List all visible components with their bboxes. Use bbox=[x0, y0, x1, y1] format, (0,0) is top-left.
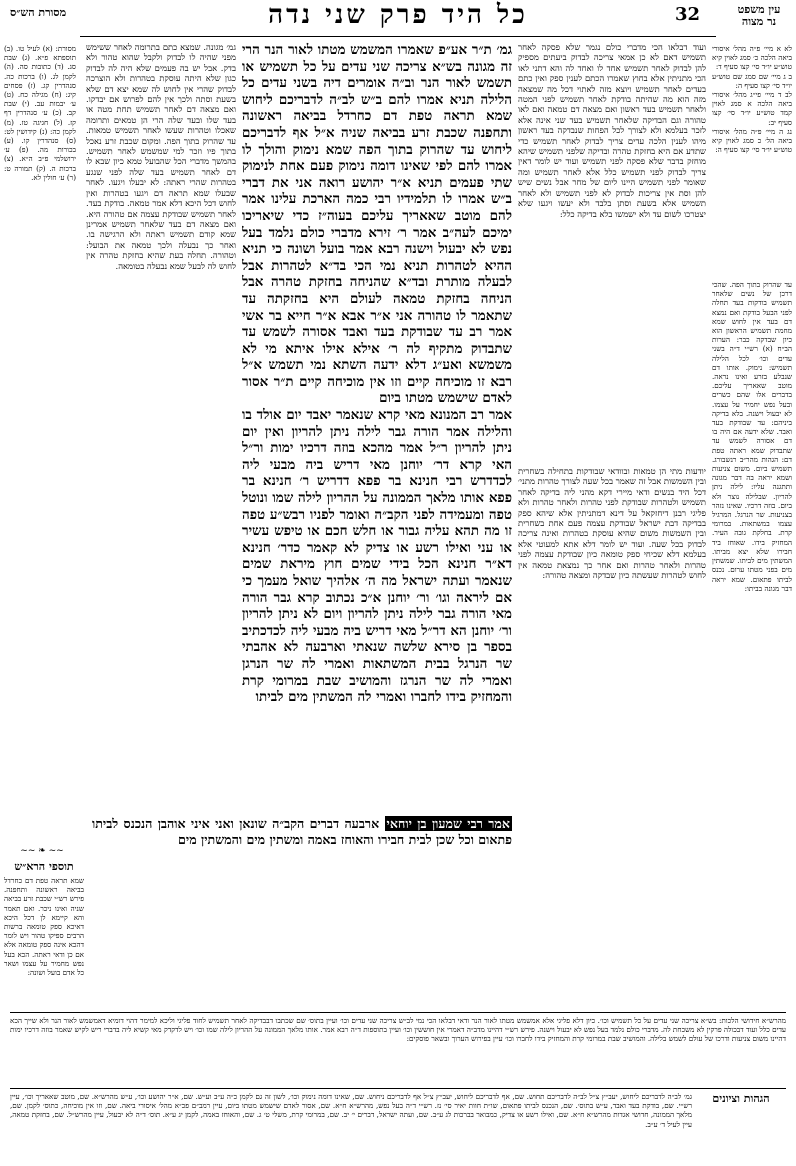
tosafot-harash-title: תוספי הרא״ש bbox=[14, 860, 74, 873]
margin-label-right: עין משפט נר מצוה bbox=[737, 3, 781, 28]
bottom-commentary: מהרש״א חידושי הלכות: בש״א צריכה שני עדים על כל תשמיש וכו׳. כיון דלא פליגי אלא אמשמש מטתו לאור הנר ודאי דבלאו הכי נמי לב״ש צריכה שני עדים וכו׳ ועיין בתוס׳ שם שכתבו דבבדיקה לאחר תשמיש לחוד פליגי וליכא למימר דהוי דומיא דאמשמש לאור הנר ולא שייך הכא עדים כלל ועוד דבכולה פרקין לא משכחת לה. מדברי כולם נלמד בעל נפש לא יבעול וישנה. פירש רש״י דהיינו מדב״ה דאמרי אין חוששין וכו׳ ועיין בתוספות ד״ה רבא אמר. אותו מלאך הממונה על ההריון לילה שמו וכו׳ ויש לדקדק מאי קשיא ליה בדברי ריש לקיש שאמר בוזה דרכיו ימות דהיינו משום צניעות ודרכו של עולם לשמש בלילה. והמושיב שבת במרומי קרת והמחזיק בידו לחברו וכו׳ עיין בפירוש הערוך ובשאר פוסקים: bbox=[10, 1016, 786, 1044]
ein-mishpat-entry: לא א מיי׳ פ״ה מהל׳ איסורי ביאה הלכה כ׳ סמג לאוין קיא טוש״ע יו״ד סי׳ קצו סעיף ד: bbox=[712, 44, 792, 72]
right-margin-notes: עד שהרוק בתוך הפה. שהכי דרכן של נשים שלאחר תשמיש בודקות בעד תחלה לפני הבעל בודקת ואם נמצא דם בעד אין לחוש שמא מחמת תשמיש הראשון הוא כיון שבדקה כבר: הערות הב״ח (א) רש״י ד״ה בשני עדים וכו׳ לכל הלילה תשמיש: נימוק. אותו דם שנבלע בזרע ואינו נראה. מוטב שאאריך עליכם. בדברים אלו שהם כשרים ובעל נפש יחמיר על עצמו. לא יבעול וישנה. בלא בדיקה ביניהם: עד שבודקת בעד ואבד. שלא ידעה אם היה בו דם אסורה לשמש עד שתבדוק שמא ראתה טפת דם: הגהות מהר״ב רנשבורג. תשמיש ביום. משום צניעות ושמא יראה בה דבר מגונה ותתגנה עליו: לילה ניתן להריון. שבלילה נוצר ולא ביום. בוזה דרכיו. שאינו נזהר בצניעות. שר הנרגל. המרגיל עצמו במשתאות. במרומי קרת. בחלקת גובה העיר. המחזיק בידו. שאוחז ביד חבירו שלא יצא מביתו. המשתין מים לביתו. שמשתין מים בפני מטתו ערום. נכנס לביתו פתאום. שמא יראה דבר מגונה בביתו: bbox=[712, 280, 792, 593]
ein-mishpat-entry: ב ג מיי׳ שם סמג שם טוש״ע יו״ד סי׳ קצו סעיף ה: bbox=[712, 71, 792, 90]
hagahot-rule bbox=[10, 1088, 786, 1089]
hagahot-title: הגהות וציונים bbox=[712, 1092, 770, 1105]
hagahot-text: גמ׳ לב״ה לדבריכם ליחוש, יעב״ץ צ״ל לב״ה לדבריכם תחוש. שם, אף לדבריכם ליחוש, יעב״ץ צ״ל אף לדבריכם ניחוש. שם, שאינו דומה נימוק וכו׳, לשון זה גם לקמן כ״ה ע״ב וע״ש. שם, א״ר יהושע וכו׳, ע״ש מהרש״א. שם, מוטב שאאריך וכו׳, עיין רש״י. שם, בודקת בעד ואבד, ע״ש בתוס׳. שם, הנכנס לביתו פתאום, שו״ת חוות יאיר סי׳ נז. רש״י ד״ה בעל נפש, מהרש״א ח״א. שם, אסור לאדם שישמש מטתו ביום, עיין רמב״ם פכ״א מהל׳ איסורי ביאה. שם, וזו אין מוכיחה, כתוס׳ לקמן. שם, מלאך הממונה, חדושי אגדות מהרש״א ח״א. שם, ואילו רשע או צדיק, כמבואר בברכות לג ע״ב. שם, ועתה ישראל, דברים י׳ יב. שם, במרומי קרת, משלי ט׳ ג. שם, והאוחז באמה, לקמן יג ע״א. תוס׳ ד״ה לא יבעול, עיין מהרש״ל. שם, בחזקת טמאה, עיין לעיל ד׳ ע״ב. bbox=[10, 1092, 692, 1129]
ornament-divider: ~~ ❧ ~~ bbox=[20, 846, 64, 856]
page-title: כל היד פרק שני נדה bbox=[268, 0, 528, 30]
header-rule bbox=[80, 36, 716, 37]
bottom-rule bbox=[10, 1012, 786, 1013]
gemara-end bbox=[92, 816, 512, 872]
tosafot-upper: ועוד דבלאו הכי מדברי כולם נגמר שלא פסקה לאחר תשמיש דאם לא כן אמאי צריכה לבדוק ביעתים מספיק להן לבדוק לאחר תשמיש אחד לו ואחד לה והא דתני לאו הכי מתניתין אלא בחוץ שאמרו הכתם לענין ספק ואין כתם בעדים לאחר תשמיש ויוצא מזה לאתוי דכל מה שמצאה מזה הוא מה שהיתה בודקת לאחר תשמיש לפני המטה ולאחר תשמיש בעד ראשון ואם מצאה דם טמאה ואם לאו טהורה וגם הבדיקה שלאחר תשמיש בעד שני אינה אלא לזכר בעלמא ולא לצורך לכל הפחות שנבדקה בעד ראשון מיהו לענין הלכה עדים צריך לבדוק לאחר תשמיש כדי שתדע אם היא בחזקת טהרה ובדיקה שלפני תשמיש שיהא מוחזק בדבר שלא פסקה לפני תשמיש ועוד יש לומר דאין צריך לבדוק לפני תשמיש כלל אלא לאחר תשמיש ומה שאומר לפני תשמיש היינו ליום של מחר אבל נשים שיש להן וסת אין צריכות לבדוק לא לפני תשמיש ולא לאחר תשמיש אלא בשעת וסתן בלבד ולא יעשו ויגעו שלא יצטרכו לשום עד ולא ישמשו בלא בדיקה כלל: bbox=[518, 42, 706, 219]
rashi-column: גמ׳ מגונה. שמצא כתם בתרומה לאחר ששימש מפני שהיה לו לבדוק ולקבל שהוא טהור ולא בדק. אבל יש בה פעמים שלא היה לה לבדוק כגון שלא היתה עוסקת בטהרות ולא הוצרכה לבדוק שהרי אין לחוש לה שמא יצא דם שלא בשעת וסתה ולכך אין להם לפרוש אם יבדקו. ואם מצאה דם לאחר תשמיש תחת מטה או בעד שלו ובעד שלה הרי הן טמאים ותרומה שאכלו וטהרות שעשו לאחר תשמיש טמאות. עד שהרוק בתוך הפה. ומקום שכבת זרע נאכל בתוך פיו וזכר למי שמשמש לאחר תשמיש. בהמשך מדברי הכל שהבועל טמא כיון שבא לו דם לאחר תשמיש בעד שלה לפני שנגע בטהרות שהרי ראתה: לא יבעלו ויגעו. לאחר שבעלו שמא תראה דם ויגעו בטהרות ואין לחוש דכל היכא דלא אמר טמאה. בודקת בעד. לאחר תשמיש שבודקת עצמה אם טהורה היא. ואם מצאה דם בעד שלאחר תשמיש אמרינן שמא קודם תשמיש ראתה ולא הרגישה בו. ואחר כך נבעלה ולכך טמאה את הבועל: וטהורה. תחלה בעת שהיא בחזקת טהרה אין לחוש לה לבעל שמא נבעלה בטומאה. bbox=[86, 42, 236, 271]
highlighted-phrase: אמר רבי שמעון בן יוחאי bbox=[386, 816, 510, 831]
masoret-hashas: מסורת: (א) לעיל טו. (ב) תוספתא פ״א. (ג) שבת סג. (ד) כתובות סה. (ה) לקמן לג. (ו) ברכות כה. סנהדרין קג. (ז) פסחים קיג: (ח) מגילה כח. (ט) ע׳ יבמות עב. (י) שבת קב. (כ) ע׳ סנהדרין דף קז. (ל) חגיגה טז. (מ) לקמן כה: (נ) קידושין לט: (ס) סנהדרין קו. (ע) בכורות מה. (פ) ע׳ ירושלמי פ״ב ה״א. (צ) ברכות ה. (ק) תמורה ט: (ר) ע׳ חולין לא. bbox=[4, 44, 76, 182]
margin-label-left: מסורת הש״ס bbox=[10, 6, 67, 19]
ein-mishpat-entry: נג ה מיי׳ פ״ה מהל׳ איסורי ביאה הל׳ כ סמג לאוין קיא טוש״ע יו״ד סי׳ קצו סעיף ה: bbox=[712, 126, 792, 155]
ein-mishpat-column bbox=[712, 44, 792, 264]
gemara-paragraph: גמ׳ ת״ר אע״פ שאמרו המשמש מטתו לאור הנר הרי זה מגונה בש״א צריכה שני עדים על כל תשמיש או תשמש לאור הנר וב״ה אומרים דיה בשני עדים כל הלילה תניא אמרו להם ב״ש לב״ה לדבריכם ליחוש שמא תראה טפת דם כחרדל בביאה ראשונה ותחפנה שכבת זרע בביאה שניה א״ל אף לדבריכם ליחוש עד שהרוק בתוך הפה שמא נימוק והולך לו אמרו להם לפי שאינו דומה נימוק פעם אחת לנימוק שתי פעמים תניא א״ר יהושע רואה אני את דברי ב״ש אמרו לו תלמידיו רבי כמה הארכת עלינו אמר להם מוטב שאאריך עליכם בעוה״ז כדי שיאריכו ימיכם לעה״ב אמר ר׳ זירא מדברי כולם נלמד בעל נפש לא יבעול וישנה רבא אמר בועל ושונה כי תניא ההיא לטהרות תניא נמי הכי בד״א לטהרות אבל לבעלה מותרת ובד״א שהניחה בחזקת טהרה אבל הניחה בחזקת טמאה לעולם היא בחזקתה עד שתאמר לו טהורה אני א״ר אבא א״ר חייא בר אשי אמר רב עד שבודקת בעד ואבד אסורה לשמש עד שתבדוק מתקיף לה ר׳ אילא אילו איתא מי לא משמשא ואע״ג דלא ידעה השתא נמי תשמש א״ל רבא זו מוכיחה קיים וזו אין מוכיחה קיים ת״ר אסור לאדם שישמש מטתו ביום bbox=[242, 42, 512, 407]
gemara-text bbox=[242, 42, 512, 812]
tosafot-harash-text: שמא תראה טפת דם כחרדל בביאה ראשונה ותחפנה. פירש רש״י שכבת זרע בביאה שניה ואינו ניכר. ואם תאמר והא קיימא לן דכל היכא דאיכא ספק טומאה ברשות הרבים ספיקו טהור ויש לומר דהכא אינה ספק טומאה אלא אם כן ודאי ראתה. הכא בעל נפש מחמיר על עצמו ושאר כל אדם בועל ושונה: bbox=[4, 876, 84, 978]
page-number: 32 bbox=[674, 4, 700, 25]
gemara-tail: ארבעה דברים הקב״ה שונאן ואני איני אוהבן הנכנס לביתו פתאום וכל שכן לבית חבירו והאוחז באמה ומשתין מים והמשתין מים bbox=[92, 816, 512, 847]
gemara-paragraph: אמר רב המנונא מאי קרא שנאמר יאבד יום אולד בו והלילה אמר הורה גבר לילה ניתן להריון ואין יום ניתן להריון ר״ל אמר מהכא בוזה דרכיו ימות ור״ל האי קרא דר׳ יוחנן מאי דריש ביה מבעי ליה לכדדרש רבי חנינא בר פפא דדריש ר׳ חנינא בר פפא אותו מלאך הממונה על ההריון לילה שמו ונוטל טפה ומעמידה לפני הקב״ה ואומר לפניו רבש״ע טפה זו מה תהא עליה גבור או חלש חכם או טיפש עשיר או עני ואילו רשע או צדיק לא קאמר כדר׳ חנינא דא״ר חנינא הכל בידי שמים חוץ מיראת שמים שנאמר ועתה ישראל מה ה׳ אלהיך שואל מעמך כי אם ליראה וגו׳ ור׳ יוחנן א״כ נכתוב קרא גבר הורה מאי הורה גבר לילה ניתן להריון ויום לא ניתן להריון ור׳ יוחנן הא דר״ל מאי דריש ביה מבעי ליה לכדכתיב בספר בן סירא שלשה שנאתי וארבעה לא אהבתי שר הנרגל בבית המשתאות ואמרי לה שר הנרגן ואמרי לה שר הנרגז והמושיב שבת במרומי קרת והמחזיק בידו לחברו ואמרי לה המשתין מים לביתו bbox=[242, 407, 512, 706]
ein-mishpat-entry: לב ד מיי׳ פי״ג מהל׳ איסורי ביאה הלכה א סמג לאוין קמד טוש״ע יו״ד סי׳ קצו סעיף יב: bbox=[712, 90, 792, 127]
tosafot-lower: יודעות מתי הן טמאות ובוודאי שבודקות בתחילה בשחרית ובין השמשות אבל זה שאמר בכל שעה לצורך טהרות מתני׳ דכל היד בנשים ודאי מיירי דקא מהני ליה בדיקה לאחר תשמיש ולטהרות שבודקת לפני טהרות ולאחר טהרות ולא פליגי רבנן דיחזקאל על דינא דמתניתין אלא שיהא ספק בבדיקה דבת ישראל שבודקת עצמה פעם אחת בשחרית ובין השמשות משום שהיא עוסקת בטהרות ואינה צריכה לבדוק בכל שעה. ועוד יש לומר דלא אתא למעוטי אלא בעלמא דלא שכיחי ספק טומאה כיון שבודקת עצמה לפני טהרות ולאחר טהרות ואם אחר כך נמצאת טמאה אין לחוש לטהרות שעשתה כיון שבדקה ומצאה טהורה: bbox=[518, 466, 706, 581]
